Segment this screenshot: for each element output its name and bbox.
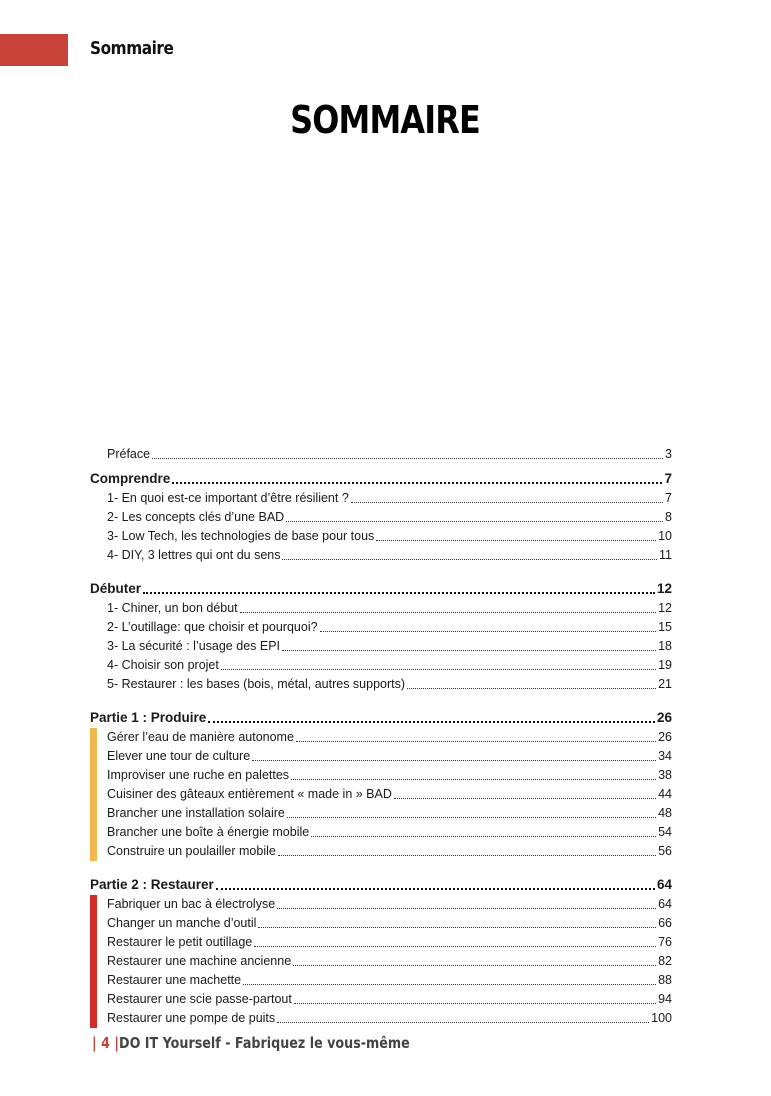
leader-dots	[282, 649, 656, 651]
leader-dots	[286, 520, 663, 522]
toc-entry-label: 4- DIY, 3 lettres qui ont du sens	[107, 548, 281, 562]
leader-dots	[221, 668, 656, 670]
leader-dots	[172, 481, 662, 484]
toc-entry-page: 15	[658, 620, 672, 634]
section-page: 26	[656, 710, 672, 725]
toc-entry-page: 82	[658, 954, 672, 968]
leader-dots	[258, 926, 656, 928]
toc-entry[interactable]	[90, 823, 672, 842]
toc-entry-label: Cuisiner des gâteaux entièrement « made in » BAD	[107, 787, 392, 801]
section-color-bar-yellow	[90, 728, 97, 861]
toc-entry[interactable]	[90, 637, 672, 656]
footer-page-number: 4	[101, 1034, 110, 1052]
toc-entry-page: 12	[658, 601, 672, 615]
leader-dots	[291, 778, 656, 780]
toc-entry-page: 76	[658, 935, 672, 949]
toc-entry[interactable]	[90, 618, 672, 637]
toc-entry-label: 4- Choisir son projet	[107, 658, 219, 672]
toc-entry[interactable]	[90, 952, 672, 971]
toc-entry-page: 66	[658, 916, 672, 930]
toc-entry-page: 7	[665, 491, 672, 505]
section-color-bar-red	[90, 895, 97, 1028]
leader-dots	[152, 457, 663, 459]
section-title: Partie 1 : Produire	[90, 710, 207, 725]
toc-entry-label: Changer un manche d’outil	[107, 916, 257, 930]
footer-book-title: DO IT Yourself - Fabriquez le vous-même	[119, 1034, 410, 1052]
toc-entry[interactable]	[90, 933, 672, 952]
toc-entry-page: 26	[658, 730, 672, 744]
toc-entry-label: Fabriquer un bac à électrolyse	[107, 897, 276, 911]
section-title: Débuter	[90, 581, 142, 596]
toc-entry[interactable]	[90, 914, 672, 933]
toc-entry-label: Brancher une boîte à énergie mobile	[107, 825, 310, 839]
leader-dots	[294, 1002, 656, 1004]
toc-entry-page: 10	[658, 529, 672, 543]
toc-entry-page: 48	[658, 806, 672, 820]
toc-entry-page: 11	[659, 548, 672, 562]
toc-entry-label: Brancher une installation solaire	[107, 806, 285, 820]
toc-entry[interactable]	[90, 971, 672, 990]
toc-entry-page: 56	[658, 844, 672, 858]
toc-entry-page: 94	[658, 992, 672, 1006]
toc-section-restaurer	[90, 874, 672, 1028]
toc-entry-label: Restaurer une pompe de puits	[107, 1011, 276, 1025]
toc-entry-page: 38	[658, 768, 672, 782]
section-page: 12	[656, 581, 672, 596]
leader-dots	[216, 887, 655, 890]
section-heading-comprendre[interactable]	[90, 468, 672, 489]
toc-section-debuter	[90, 578, 672, 694]
toc-entry-page: 8	[665, 510, 672, 524]
toc-entry[interactable]	[90, 785, 672, 804]
leader-dots	[311, 835, 656, 837]
toc-entry-page: 3	[665, 447, 672, 461]
toc-entry-label: Improviser une ruche en palettes	[107, 768, 290, 782]
footer-separator: |	[92, 1034, 97, 1052]
toc-entry[interactable]	[90, 895, 672, 914]
section-page: 64	[656, 877, 672, 892]
toc-entry-label: Restaurer une scie passe-partout	[107, 992, 292, 1006]
leader-dots	[296, 740, 656, 742]
toc-entry-label: 3- La sécurité : l’usage des EPI	[107, 639, 281, 653]
toc-entry[interactable]	[90, 747, 672, 766]
section-title: Comprendre	[90, 471, 171, 486]
leader-dots	[277, 1021, 649, 1023]
toc-entry-label: Construire un poulailler mobile	[107, 844, 276, 858]
toc-entry-label: 1- Chiner, un bon début	[107, 601, 238, 615]
toc-entry[interactable]	[90, 656, 672, 675]
section-page: 7	[664, 471, 672, 486]
leader-dots	[243, 983, 656, 985]
page-footer	[92, 1034, 410, 1052]
section-title: Partie 2 : Restaurer	[90, 877, 214, 892]
toc-entry-label: Gérer l’eau de manière autonome	[107, 730, 294, 744]
leader-dots	[252, 759, 656, 761]
leader-dots	[320, 630, 657, 632]
leader-dots	[394, 797, 656, 799]
toc-entry-page: 100	[651, 1011, 672, 1025]
running-header: Sommaire	[90, 38, 174, 59]
leader-dots	[208, 720, 655, 723]
toc-entry-page: 21	[658, 677, 672, 691]
toc-entry-page: 19	[658, 658, 672, 672]
toc-section-comprendre	[90, 468, 672, 565]
toc-entry[interactable]	[90, 489, 672, 508]
leader-dots	[277, 907, 656, 909]
leader-dots	[287, 816, 656, 818]
toc-entry[interactable]	[90, 1009, 672, 1028]
header-color-tab	[0, 34, 68, 66]
table-of-contents	[90, 445, 672, 1041]
toc-entry[interactable]	[90, 508, 672, 527]
leader-dots	[376, 539, 656, 541]
toc-entry[interactable]	[90, 842, 672, 861]
toc-entry[interactable]	[90, 804, 672, 823]
toc-entry-label: 2- Les concepts clés d’une BAD	[107, 510, 285, 524]
leader-dots	[240, 611, 656, 613]
toc-entry-label: 3- Low Tech, les technologies de base pour tous	[107, 529, 375, 543]
toc-entry[interactable]	[90, 990, 672, 1009]
page-title	[0, 98, 771, 142]
toc-entry[interactable]	[90, 766, 672, 785]
leader-dots	[143, 591, 655, 594]
toc-entry-page: 88	[658, 973, 672, 987]
leader-dots	[407, 687, 656, 689]
toc-entry-label: Elever une tour de culture	[107, 749, 251, 763]
toc-entry-page: 54	[658, 825, 672, 839]
toc-entry[interactable]	[90, 675, 672, 694]
toc-entry-page: 34	[658, 749, 672, 763]
toc-entry-page: 18	[658, 639, 672, 653]
toc-preface-group	[90, 445, 672, 464]
page-title-text: SOMMAIRE	[290, 98, 481, 142]
toc-entry-label: 1- En quoi est-ce important d’être résilient ?	[107, 491, 349, 505]
section-heading-debuter[interactable]	[90, 578, 672, 599]
toc-entry[interactable]	[90, 728, 672, 747]
leader-dots	[282, 558, 657, 560]
footer-separator: |	[114, 1034, 120, 1052]
toc-entry-preface[interactable]	[90, 445, 672, 464]
section-heading-restaurer[interactable]	[90, 874, 672, 895]
leader-dots	[254, 945, 656, 947]
toc-entry-label: Préface	[107, 447, 151, 461]
toc-entry-page: 44	[658, 787, 672, 801]
leader-dots	[278, 854, 656, 856]
toc-section-produire	[90, 707, 672, 861]
toc-entry-label: Restaurer le petit outillage	[107, 935, 253, 949]
toc-entry-label: Restaurer une machette	[107, 973, 242, 987]
section-heading-produire[interactable]	[90, 707, 672, 728]
leader-dots	[351, 501, 663, 503]
toc-entry[interactable]	[90, 527, 672, 546]
toc-entry-label: 2- L’outillage: que choisir et pourquoi?	[107, 620, 318, 634]
leader-dots	[293, 964, 656, 966]
toc-entry[interactable]	[90, 599, 672, 618]
toc-entry-page: 64	[658, 897, 672, 911]
toc-entry-label: 5- Restaurer : les bases (bois, métal, autres supports)	[107, 677, 406, 691]
toc-entry[interactable]	[90, 546, 672, 565]
toc-entry-label: Restaurer une machine ancienne	[107, 954, 292, 968]
